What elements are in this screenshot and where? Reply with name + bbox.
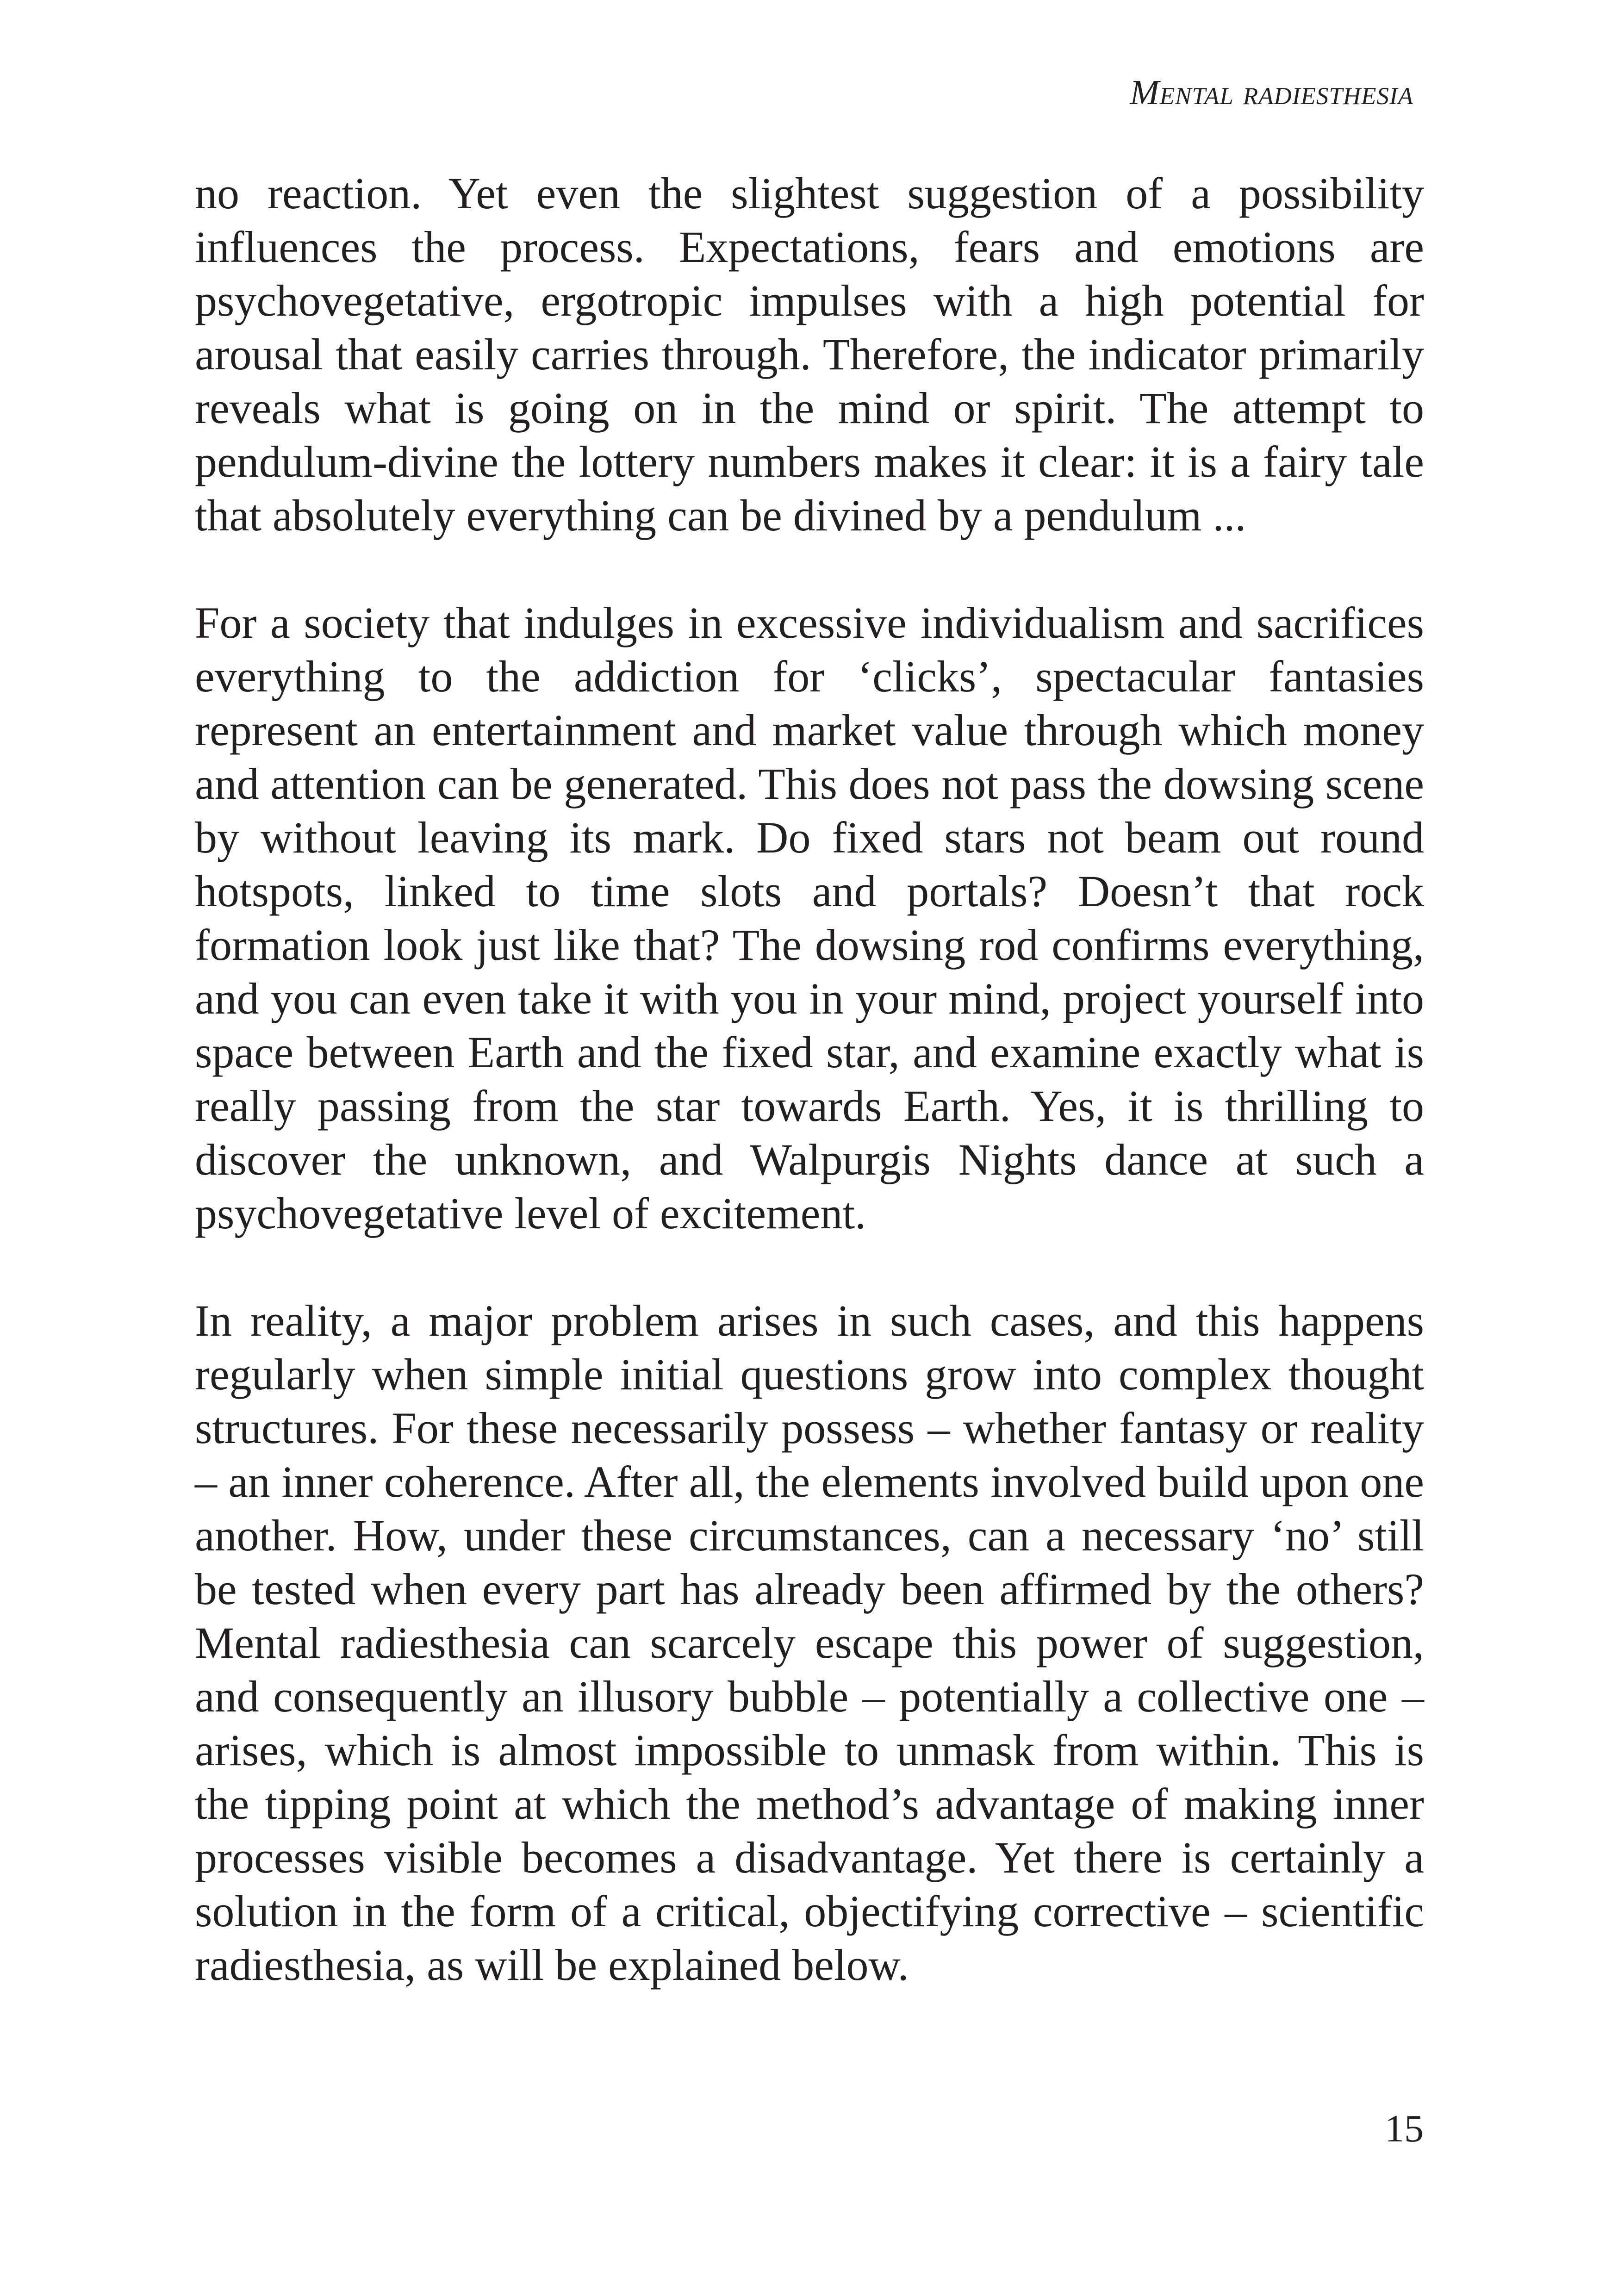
body-text [195, 167, 1424, 1992]
paragraph-1: no reaction. Yet even the slightest suggestion of a possibility influences the process. Expectations, fears and emotions are psychovegetative, ergotropic impulses with a high potential for arousal that easily carries through. Therefore, the indicator primarily reveals what is going on in the mind or spirit. The attempt to pendulum-divine the lottery numbers makes it clear: it is a fairy tale that absolutely everything can be divined by a pendulum ... [195, 168, 1424, 540]
page-number: 15 [1385, 2107, 1424, 2150]
paragraph-2: For a society that indulges in excessive individualism and sacrifices everything to the addiction for ‘clicks’, spectacular fantasies represent an entertainment and market value through which money and attention can be generated. This does not pass the dowsing scene by without leaving its mark. Do fixed stars not beam out round hotspots, linked to time slots and portals? Doesn’t that rock formation look just like that? The dowsing rod confirms everything, and you can even take it with you in your mind, project yourself into space between Earth and the fixed star, and examine exactly what is really passing from the star towards Earth. Yes, it is thrilling to discover the unknown, and Walpurgis Nights dance at such a psychovegetative level of excitement. [195, 598, 1424, 1238]
paragraph-3: In reality, a major problem arises in such cases, and this happens regularly when simple initial questions grow into complex thought structures. For these necessarily possess – whether fantasy or reality – an inner coherence. After all, the elements involved build upon one another. How, under these circumstances, can a necessary ‘no’ still be tested when every part has already been affirmed by the others? Mental radiesthesia can scarcely escape this power of suggestion, and consequently an illusory bubble – potentially a collective one – arises, which is almost impossible to unmask from within. This is the tipping point at which the method’s advantage of making inner processes visible becomes a disadvantage. Yet there is certainly a solution in the form of a critical, objectifying corrective – scientific radiesthesia, as will be explained below. [195, 1296, 1424, 1990]
running-header: Mental radiesthesia [1130, 73, 1413, 112]
